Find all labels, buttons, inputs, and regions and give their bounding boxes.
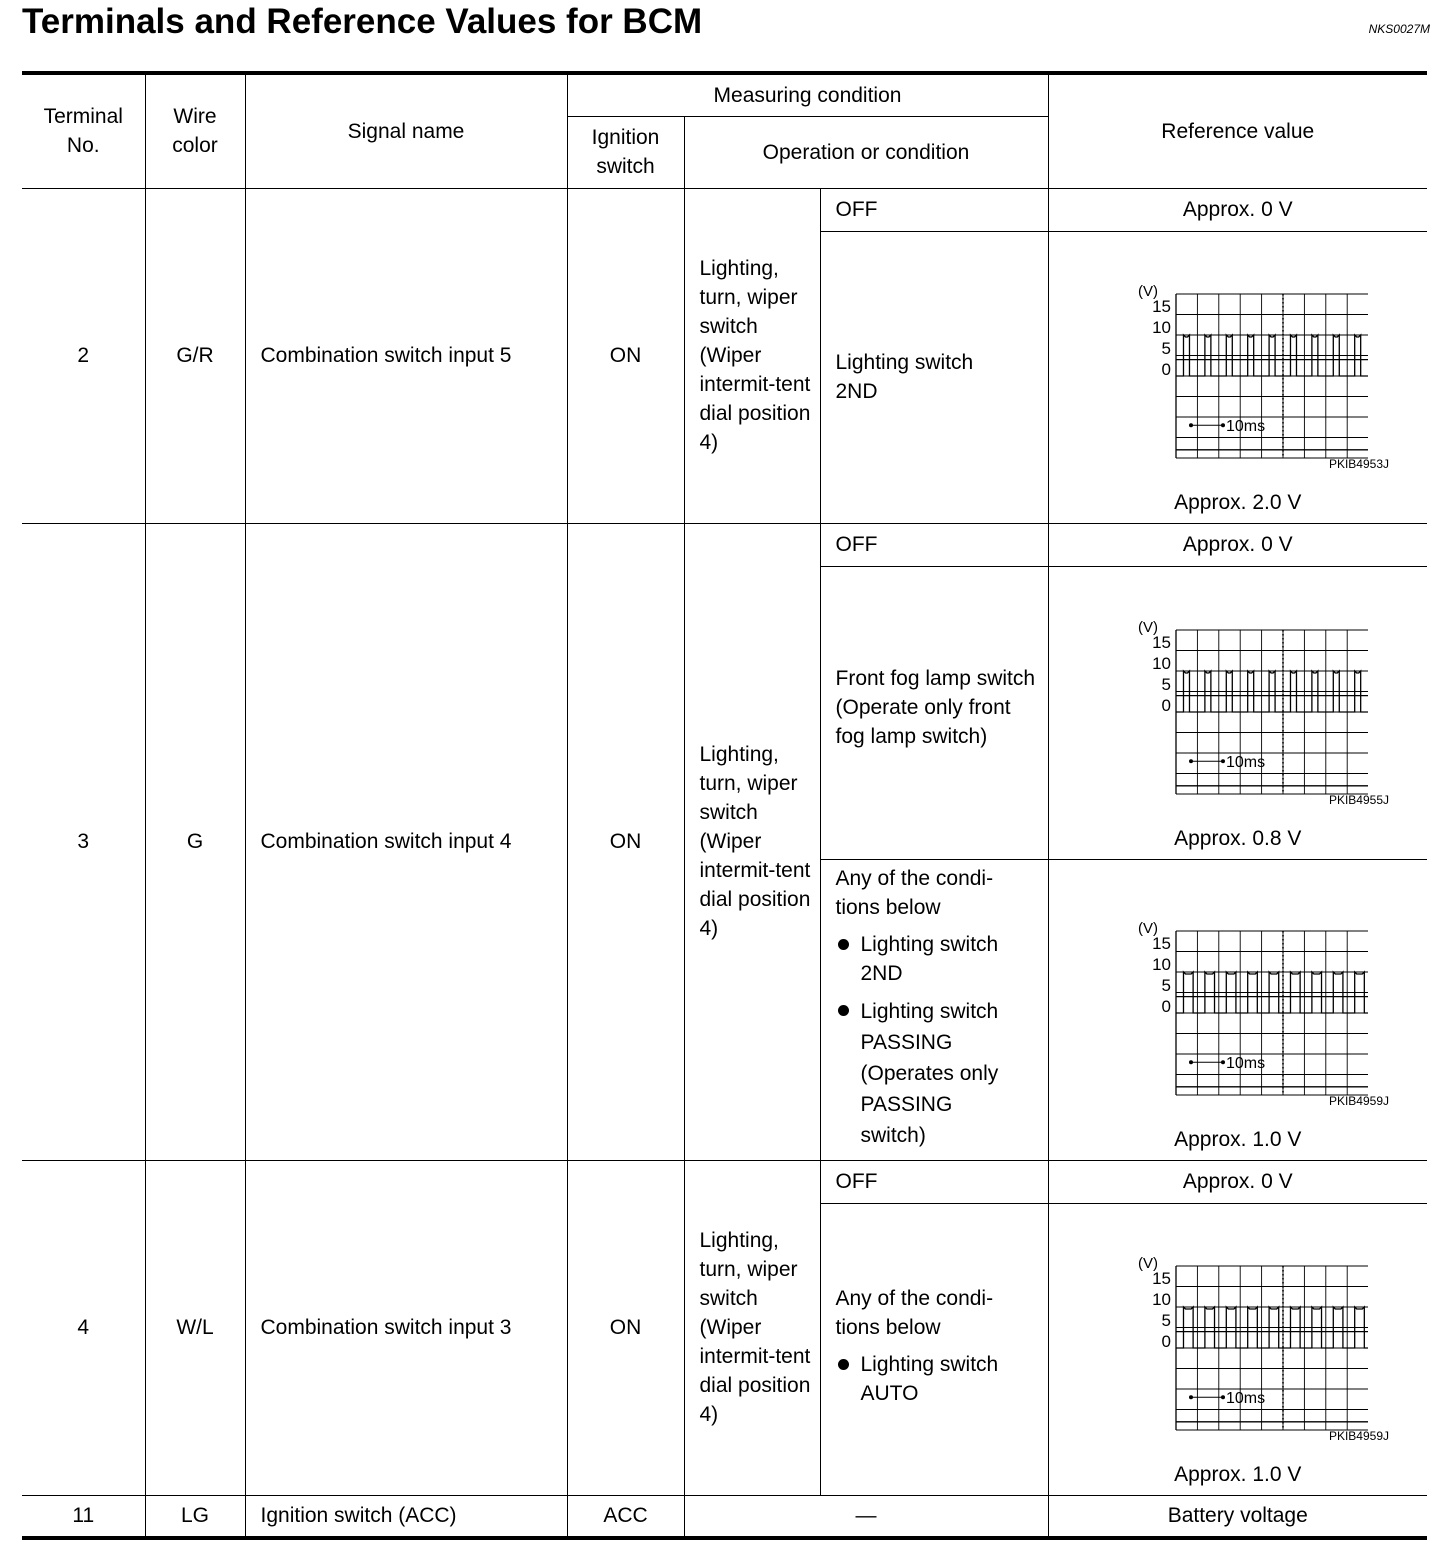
ignition-4: ON <box>567 1160 684 1495</box>
signal-name-2: Combination switch input 5 <box>245 188 567 523</box>
value-3-any-waveform <box>1048 859 1427 1160</box>
value-4-any-waveform <box>1048 1203 1427 1495</box>
operation-11: — <box>684 1495 1048 1538</box>
y-tick-label: 5 <box>1161 338 1171 358</box>
y-tick-label: 15 <box>1151 296 1171 316</box>
unit-label: (V) <box>1137 618 1158 636</box>
header-signal-name: Signal name <box>245 73 567 188</box>
wire-color-3: G <box>145 523 245 1160</box>
time-scale-marker <box>1189 1395 1193 1399</box>
time-scale-marker <box>1221 1060 1225 1064</box>
unit-label: (V) <box>1137 282 1158 300</box>
unit-label: (V) <box>1137 1254 1158 1272</box>
terminal-3: 3 <box>22 523 145 1160</box>
waveform-chart <box>1108 919 1368 1099</box>
unit-label: (V) <box>1137 919 1158 937</box>
time-scale-marker <box>1221 759 1225 763</box>
ignition-11: ACC <box>567 1495 684 1538</box>
ignition-2: ON <box>567 188 684 523</box>
bullet-icon <box>838 1005 849 1016</box>
reference-value: Approx. 1.0 V <box>1174 1462 1302 1486</box>
signal-name-4: Combination switch input 3 <box>245 1160 567 1495</box>
terminal-2: 2 <box>22 188 145 523</box>
doc-code: NKS0027M <box>1368 22 1430 36</box>
y-tick-label: 10 <box>1151 954 1171 974</box>
condition-3-any: Any of the condi-tions below Lighting switch 2ND Lighting switch PASSING (Operates only PASSING switch) <box>820 859 1048 1160</box>
y-tick-label: 5 <box>1161 674 1171 694</box>
signal-name-11: Ignition switch (ACC) <box>245 1495 567 1538</box>
condition-3-front-fog: Front fog lamp switch (Operate only front fog lamp switch) <box>820 566 1048 859</box>
page-title: Terminals and Reference Values for BCM <box>22 2 703 41</box>
header-reference-value: Reference value <box>1048 73 1427 188</box>
condition-3-off: OFF <box>820 523 1048 566</box>
value-4-off: Approx. 0 V <box>1048 1160 1427 1203</box>
time-scale-marker <box>1221 423 1225 427</box>
operation-2: Lighting, turn, wiper switch (Wiper intermit-tent dial position 4) <box>684 188 820 523</box>
reference-value: Approx. 0.8 V <box>1174 826 1302 850</box>
bullet-item: Lighting switch PASSING (Operates only PASSING switch) <box>836 996 1048 1151</box>
ignition-3: ON <box>567 523 684 1160</box>
time-scale-marker <box>1189 1060 1193 1064</box>
figure-code: PKIB4959J <box>1328 1093 1389 1108</box>
time-scale-marker <box>1221 1395 1225 1399</box>
terminal-11: 11 <box>22 1495 145 1538</box>
waveform-chart <box>1108 618 1368 798</box>
wire-color-2: G/R <box>145 188 245 523</box>
time-scale-label: 10ms <box>1225 753 1265 771</box>
waveform-chart <box>1108 282 1368 462</box>
value-2-off: Approx. 0 V <box>1048 188 1427 231</box>
y-tick-label: 0 <box>1161 359 1171 379</box>
figure-code: PKIB4959J <box>1328 1428 1389 1443</box>
value-3-off: Approx. 0 V <box>1048 523 1427 566</box>
figure-code: PKIB4955J <box>1328 792 1389 807</box>
condition-2-lighting-2nd: Lighting switch 2ND <box>820 231 1048 523</box>
bullet-icon <box>838 939 849 950</box>
condition-4-off: OFF <box>820 1160 1048 1203</box>
time-scale-label: 10ms <box>1225 1054 1265 1072</box>
y-tick-label: 10 <box>1151 317 1171 337</box>
bullet-item: Lighting switch AUTO <box>836 1350 1048 1408</box>
header-ignition-switch: Ignition switch <box>567 116 684 188</box>
header-wire-color: Wire color <box>145 73 245 188</box>
y-tick-label: 15 <box>1151 933 1171 953</box>
time-scale-label: 10ms <box>1225 417 1265 435</box>
terminal-4: 4 <box>22 1160 145 1495</box>
y-tick-label: 15 <box>1151 632 1171 652</box>
y-tick-label: 5 <box>1161 975 1171 995</box>
value-3-front-fog-waveform <box>1048 566 1427 859</box>
time-scale-marker <box>1189 423 1193 427</box>
y-tick-label: 5 <box>1161 1310 1171 1330</box>
condition-4-any: Any of the condi-tions below Lighting switch AUTO <box>820 1203 1048 1495</box>
time-scale-label: 10ms <box>1225 1389 1265 1407</box>
header-operation-or-condition: Operation or condition <box>684 116 1048 188</box>
y-tick-label: 15 <box>1151 1268 1171 1288</box>
bullet-icon <box>838 1359 849 1370</box>
reference-value: Approx. 1.0 V <box>1174 1127 1302 1151</box>
header-measuring-condition: Measuring condition <box>567 73 1048 116</box>
operation-4: Lighting, turn, wiper switch (Wiper intermit-tent dial position 4) <box>684 1160 820 1495</box>
signal-name-3: Combination switch input 4 <box>245 523 567 1160</box>
time-scale-marker <box>1189 759 1193 763</box>
reference-value: Approx. 2.0 V <box>1174 490 1302 514</box>
wire-color-11: LG <box>145 1495 245 1538</box>
figure-code: PKIB4953J <box>1328 456 1389 471</box>
y-tick-label: 10 <box>1151 653 1171 673</box>
value-2-waveform <box>1048 231 1427 523</box>
header-terminal-no: Terminal No. <box>22 73 145 188</box>
y-tick-label: 10 <box>1151 1289 1171 1309</box>
value-11: Battery voltage <box>1048 1495 1427 1538</box>
y-tick-label: 0 <box>1161 695 1171 715</box>
terminals-table <box>22 71 1427 1540</box>
waveform-chart <box>1108 1254 1368 1434</box>
bullet-item: Lighting switch 2ND <box>836 930 1048 988</box>
operation-3: Lighting, turn, wiper switch (Wiper intermit-tent dial position 4) <box>684 523 820 1160</box>
condition-2-off: OFF <box>820 188 1048 231</box>
y-tick-label: 0 <box>1161 1331 1171 1351</box>
wire-color-4: W/L <box>145 1160 245 1495</box>
y-tick-label: 0 <box>1161 996 1171 1016</box>
